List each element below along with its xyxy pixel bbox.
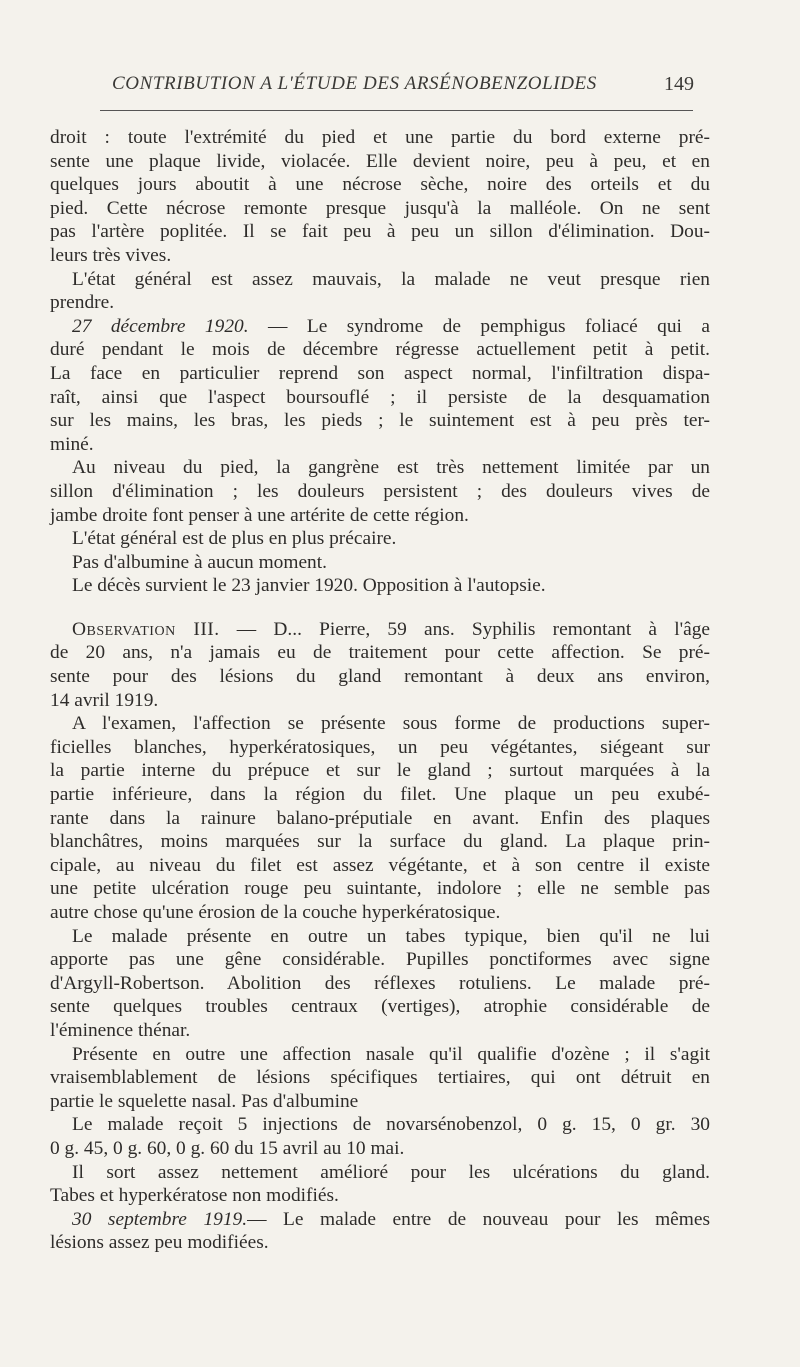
entry-date: 27 décembre 1920.: [72, 315, 249, 337]
text-line: duré pendant le mois de décembre régresse actuellement petit à petit.: [50, 339, 710, 361]
text-run: — Le syndrome de pemphigus foliacé qui a: [248, 315, 710, 337]
entry-date: 30 septembre 1919.: [72, 1208, 248, 1230]
observation-heading: Observation III.: [72, 618, 220, 640]
text-line: pied. Cette nécrose remonte presque jusqu'à la malléole. On ne sent: [50, 197, 710, 219]
text-line: sillon d'élimination ; les douleurs persistent ; des douleurs vives de: [50, 480, 710, 502]
text-line: prendre.: [50, 292, 115, 314]
text-line: jambe droite font penser à une artérite de cette région.: [50, 504, 469, 526]
text-line: vraisemblablement de lésions spécifiques tertiaires, qui ont détruit en: [50, 1067, 710, 1089]
text-line: partie le squelette nasal. Pas d'albumine: [50, 1090, 359, 1112]
text-run: — D... Pierre, 59 ans. Syphilis remontant à l'âge: [219, 618, 711, 640]
paragraph: [50, 456, 710, 527]
text-line: droit : toute l'extrémité du pied et une partie du bord externe pré-: [50, 127, 710, 148]
paragraph: [50, 574, 710, 598]
text-line: 0 g. 45, 0 g. 60, 0 g. 60 du 15 avril au 10 mai.: [50, 1137, 405, 1159]
text-line: Le malade reçoit 5 injections de novarsénobenzol, 0 g. 15, 0 gr. 30: [72, 1114, 710, 1136]
text-line: pas l'artère poplitée. Il se fait peu à peu un sillon d'élimination. Dou-: [50, 221, 710, 243]
paragraph: [50, 1043, 710, 1114]
text-line: cipale, au niveau du filet est assez végétante, et à son centre il existe: [50, 854, 710, 876]
text-line: La face en particulier reprend son aspect normal, l'infiltration dispa-: [50, 362, 710, 384]
text-line: quelques jours aboutit à une nécrose sèche, noire des orteils et du: [50, 174, 710, 196]
paragraph: [50, 126, 710, 268]
text-line: autre chose qu'une érosion de la couche hyperkératosique.: [50, 902, 501, 923]
paragraph: [50, 315, 710, 457]
text-line: de 20 ans, n'a jamais eu de traitement pour cette affection. Se pré-: [50, 642, 710, 664]
paragraph: [50, 527, 710, 551]
text-line: sente pour des lésions du gland remontant à deux ans environ,: [50, 666, 710, 688]
text-line: une petite ulcération rouge peu suintante, indolore ; elle ne semble pas: [50, 878, 710, 900]
text-line: sente quelques troubles centraux (vertiges), atrophie considérable de: [50, 996, 710, 1018]
header-rule: [100, 110, 693, 111]
text-line: sente une plaque livide, violacée. Elle devient noire, peu à peu, et en: [50, 150, 710, 172]
text-line: sur les mains, les bras, les pieds ; le suintement est à peu près ter-: [50, 410, 710, 432]
paragraph: [50, 268, 710, 315]
text-line: Présente en outre une affection nasale qu'il qualifie d'ozène ; il s'agit: [72, 1043, 710, 1065]
text-line: rante dans la rainure balano-préputiale en avant. Enfin des plaques: [50, 807, 710, 829]
text-line: la partie interne du prépuce et sur le gland ; surtout marquées à la: [50, 760, 710, 782]
paragraph: [50, 925, 710, 1043]
text-line: L'état général est assez mauvais, la malade ne veut presque rien: [72, 268, 710, 290]
text-line: 14 avril 1919.: [50, 689, 159, 711]
text-line: partie inférieure, dans la région du filet. Une plaque un peu exubé-: [50, 784, 710, 806]
text-line: d'Argyll-Robertson. Abolition des réflexes rotuliens. Le malade pré-: [50, 972, 710, 994]
text-line: blanchâtres, moins marquées sur la surface du gland. La plaque prin-: [50, 831, 710, 853]
text-line: l'éminence thénar.: [50, 1019, 191, 1041]
paragraph: [50, 1113, 710, 1160]
text-line: apporte pas une gêne considérable. Pupilles ponctiformes avec signe: [50, 949, 710, 971]
text-line: leurs très vives.: [50, 244, 172, 266]
text-line: L'état général est de plus en plus précaire.: [72, 528, 397, 550]
paragraph: [50, 712, 710, 924]
text-line: Il sort assez nettement amélioré pour les ulcérations du gland.: [72, 1161, 710, 1183]
paragraph: [50, 618, 710, 712]
text-line: miné.: [50, 433, 94, 455]
text-line: raît, ainsi que l'aspect boursouflé ; il persiste de la desquamation: [50, 386, 710, 408]
text-line: A l'examen, l'affection se présente sous forme de productions super-: [72, 713, 710, 735]
text-run: — Le malade entre de nouveau pour les mêmes: [247, 1208, 710, 1230]
paragraph: [50, 1208, 710, 1255]
section-gap: [50, 598, 710, 618]
text-line: ficielles blanches, hyperkératosiques, un peu végétantes, siégeant sur: [50, 736, 710, 758]
text-line: Le malade présente en outre un tabes typique, bien qu'il ne lui: [72, 925, 710, 947]
paragraph: [50, 1161, 710, 1208]
text-line: [50, 618, 710, 642]
text-line: Tabes et hyperkératose non modifiés.: [50, 1185, 339, 1207]
page-number: 149: [664, 73, 694, 95]
body-text: [50, 126, 710, 1255]
text-line: lésions assez peu modifiées.: [50, 1232, 269, 1254]
paragraph: [50, 551, 710, 575]
text-line: [50, 315, 710, 339]
text-line: Pas d'albumine à aucun moment.: [72, 551, 327, 573]
running-title: CONTRIBUTION A L'ÉTUDE DES ARSÉNOBENZOLIDES: [112, 73, 597, 94]
text-line: Au niveau du pied, la gangrène est très nettement limitée par un: [72, 457, 710, 479]
text-line: Le décès survient le 23 janvier 1920. Opposition à l'autopsie.: [72, 575, 546, 597]
text-line: [50, 1208, 710, 1232]
